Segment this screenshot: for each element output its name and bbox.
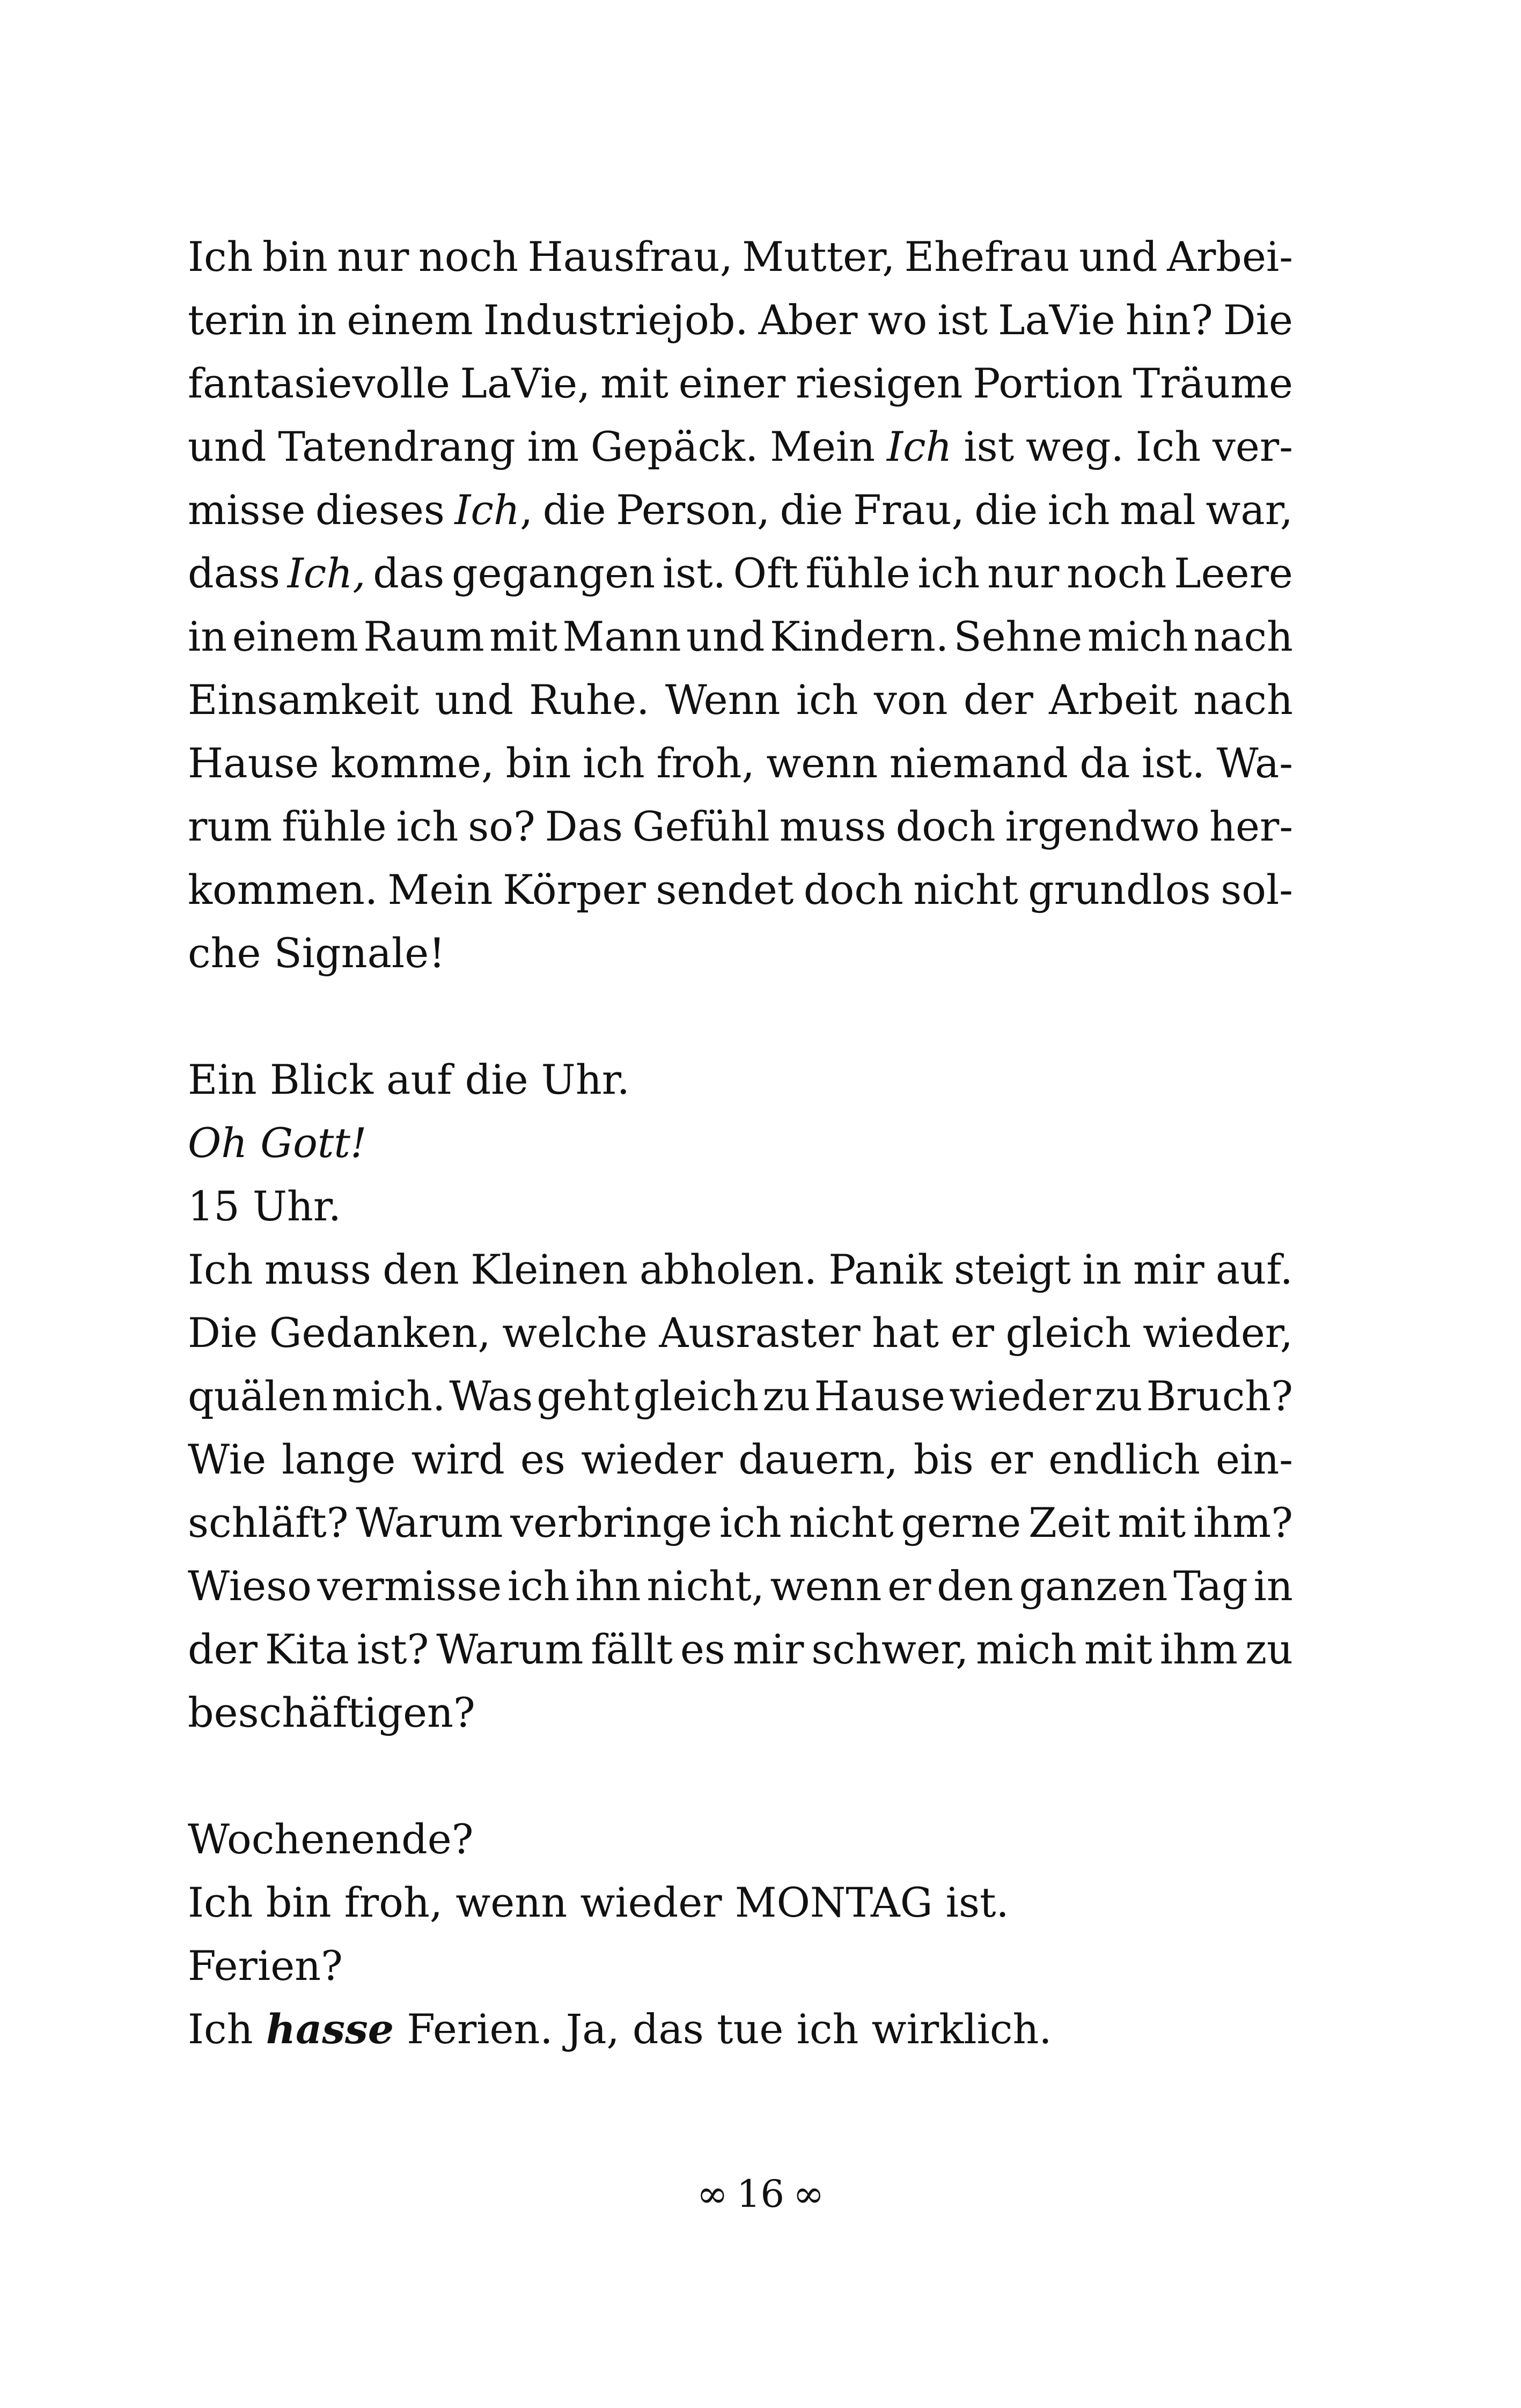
word: Gepäck.: [590, 423, 759, 470]
text-run: Ferien?: [188, 1942, 343, 1990]
word: dieses: [315, 486, 445, 534]
word: die: [542, 486, 606, 534]
word: nur: [987, 549, 1060, 597]
word: irgendwo: [1005, 802, 1200, 850]
word: er: [989, 1435, 1033, 1483]
text-line: [188, 1934, 1293, 1998]
word: nur: [337, 233, 409, 281]
text-line: [188, 1365, 1293, 1428]
word: Hause: [814, 1372, 945, 1420]
word: Hause: [188, 739, 319, 787]
word: Mann: [562, 613, 681, 660]
word: Oft: [733, 549, 798, 597]
text-line: [188, 1618, 1293, 1681]
word: die: [780, 486, 843, 534]
word: quälen: [188, 1372, 328, 1420]
word: Raum: [363, 613, 484, 660]
word: gegangen: [451, 549, 656, 597]
page-body: [188, 225, 1293, 2061]
word: Träume: [1133, 359, 1293, 407]
word: riesigen: [796, 359, 963, 407]
word: wieder: [581, 1435, 723, 1483]
word: verbringe: [510, 1499, 712, 1547]
word: Ruhe.: [529, 676, 650, 724]
word: wird: [411, 1435, 505, 1483]
word: nach: [1193, 613, 1293, 660]
word: nicht: [789, 1499, 894, 1547]
word: in: [1253, 1562, 1293, 1610]
word: Ich: [454, 486, 520, 534]
word: so?: [468, 802, 535, 850]
page-number: 16: [736, 2172, 785, 2216]
text-run: Ich bin froh, wenn wieder MONTAG ist.: [188, 1879, 1009, 1926]
word: mir: [1133, 1246, 1204, 1293]
word: LaVie,: [460, 359, 591, 407]
word: schwer,: [811, 1625, 969, 1673]
word: war,: [1206, 486, 1293, 534]
text-run: Wochenende?: [188, 1815, 474, 1863]
text-line: [188, 289, 1293, 352]
word: Tag: [1173, 1562, 1248, 1610]
infinity-ornament-left: ∞: [696, 2172, 728, 2216]
word: Hausfrau,: [527, 233, 733, 281]
word: und: [686, 613, 765, 660]
word: und: [1079, 233, 1158, 281]
word: in: [188, 613, 227, 660]
text-line: [188, 605, 1293, 668]
text-run: hasse: [266, 2005, 394, 2053]
word: endlich: [1048, 1435, 1200, 1483]
word: muss: [779, 802, 886, 850]
word: Tatendrang: [278, 423, 516, 470]
word: Bruch?: [1146, 1372, 1293, 1420]
word: schläft?: [188, 1499, 349, 1547]
word: froh,: [656, 739, 755, 787]
word: mit: [1084, 1625, 1152, 1673]
word: gleich: [1005, 1309, 1131, 1357]
word: noch: [1067, 549, 1167, 597]
word: fantasievolle: [188, 359, 450, 407]
word: wenn: [770, 1562, 882, 1610]
word: wieder,: [1142, 1309, 1293, 1357]
word: es: [680, 1625, 725, 1673]
text-run: Ferien. Ja, das tue ich wirklich.: [394, 2005, 1052, 2053]
word: den: [383, 1246, 459, 1293]
word: weg.: [1025, 423, 1124, 470]
word: die: [974, 486, 1038, 534]
word: mit: [1118, 1499, 1186, 1547]
text-line: [188, 1871, 1293, 1934]
word: bis: [913, 1435, 974, 1483]
paragraph-gap: [188, 1744, 1293, 1808]
word: welche: [502, 1309, 648, 1357]
word: zu: [762, 1372, 811, 1420]
word: Gefühl: [632, 802, 770, 850]
word: ich: [1047, 486, 1110, 534]
word: mal: [1120, 486, 1196, 534]
word: den: [937, 1562, 1013, 1610]
text-line: [188, 1111, 1293, 1175]
short-lines-1: [188, 1048, 1293, 1238]
word: da: [1079, 739, 1130, 787]
text-line: [188, 1998, 1293, 2061]
text-line: [188, 922, 1293, 985]
word: Ich: [188, 1246, 253, 1293]
word: Ich: [886, 423, 952, 470]
word: Arbei-: [1167, 233, 1293, 281]
word: Wa-: [1216, 739, 1293, 787]
word: auf.: [1216, 1246, 1293, 1293]
text-line: [188, 478, 1293, 542]
word: ist: [937, 296, 988, 344]
word: dauern,: [738, 1435, 898, 1483]
word: das: [373, 549, 445, 597]
word: fällt: [591, 1625, 673, 1673]
word: in: [297, 296, 337, 344]
word: der: [963, 676, 1033, 724]
text-line: [188, 1808, 1293, 1871]
word: der: [188, 1625, 258, 1673]
word: im: [527, 423, 579, 470]
word: Warum: [436, 1625, 584, 1673]
word: Mein: [770, 423, 876, 470]
page-footer: [0, 2170, 1521, 2218]
word: ver-: [1213, 423, 1293, 470]
text-line: [188, 352, 1293, 415]
word: zu: [1094, 1372, 1143, 1420]
word: ist: [964, 423, 1015, 470]
word: mir: [732, 1625, 804, 1673]
text-run: Ein Blick auf die Uhr.: [188, 1056, 630, 1103]
word: in: [1082, 1246, 1122, 1293]
word: Frau,: [853, 486, 965, 534]
word: zu: [1245, 1625, 1293, 1673]
word: Ich: [188, 233, 253, 281]
text-line: [188, 1428, 1293, 1491]
word: einer: [678, 359, 786, 407]
word: Wenn: [665, 676, 781, 724]
word: Industriejob.: [483, 296, 748, 344]
word: ist.: [1141, 739, 1205, 787]
word: nicht,: [646, 1562, 765, 1610]
word: Mutter,: [742, 233, 895, 281]
word: rum: [188, 802, 273, 850]
word: nicht: [913, 866, 1018, 914]
text-run: Oh Gott!: [188, 1119, 367, 1167]
word: niemand: [889, 739, 1068, 787]
word: hat: [872, 1309, 939, 1357]
word: Aber: [758, 296, 858, 344]
word: Kleinen: [471, 1246, 628, 1293]
text-line: [188, 1175, 1293, 1238]
word: und: [435, 676, 513, 724]
word: geht: [537, 1372, 630, 1420]
word: Sehne: [953, 613, 1083, 660]
word: einem: [347, 296, 473, 344]
word: ich: [507, 1562, 570, 1610]
text-line: [188, 1048, 1293, 1111]
word: Das: [545, 802, 623, 850]
punctuation: ,: [519, 486, 533, 534]
word: nach: [1193, 676, 1293, 724]
word: ich: [796, 676, 858, 724]
word: hin?: [1125, 296, 1213, 344]
word: wenn: [766, 739, 878, 787]
word: LaVie: [998, 296, 1115, 344]
word: misse: [188, 486, 306, 534]
word: Ich,: [287, 549, 366, 597]
word: bin: [262, 233, 328, 281]
word: Warum: [356, 1499, 503, 1547]
word: einem: [232, 613, 358, 660]
word: Gedanken,: [269, 1309, 491, 1357]
word: Ich: [1135, 423, 1201, 470]
word: sendet: [656, 866, 794, 914]
word: Wieso: [188, 1562, 312, 1610]
word: Mein: [387, 866, 493, 914]
word: Die: [188, 1309, 258, 1357]
text-line: [188, 858, 1293, 922]
text-line: [188, 668, 1293, 732]
word: Was: [449, 1372, 533, 1420]
paragraph-gap: [188, 985, 1293, 1048]
word: doch: [803, 866, 903, 914]
word: Person,: [616, 486, 770, 534]
paragraph-1: [188, 225, 1293, 985]
text-line: [188, 1238, 1293, 1301]
word: mich.: [332, 1372, 446, 1420]
word: und: [188, 423, 267, 470]
word: dass: [188, 549, 280, 597]
word: mit: [489, 613, 558, 660]
word: kommen.: [188, 866, 378, 914]
word: Arbeit: [1049, 676, 1178, 724]
text-run: 15 Uhr.: [188, 1182, 342, 1230]
word: terin: [188, 296, 288, 344]
word: wieder: [949, 1372, 1091, 1420]
word: mich: [1087, 613, 1188, 660]
word: grundlos: [1028, 866, 1211, 914]
word: steigt: [953, 1246, 1071, 1293]
word: Wie: [188, 1435, 267, 1483]
word: er: [887, 1562, 931, 1610]
word: che Signale!: [188, 929, 445, 977]
word: mit: [600, 359, 668, 407]
word: Panik: [828, 1246, 943, 1293]
word: Ehefrau: [904, 233, 1070, 281]
text-line: [188, 1301, 1293, 1365]
text-line: [188, 1491, 1293, 1555]
text-run: Ich: [188, 2005, 266, 2053]
word: doch: [895, 802, 996, 850]
word: noch: [418, 233, 519, 281]
word: ist?: [356, 1625, 429, 1673]
word: muss: [264, 1246, 371, 1293]
word: vermisse: [317, 1562, 502, 1610]
text-line: [188, 542, 1293, 605]
word: Einsamkeit: [188, 676, 419, 724]
word: ein-: [1216, 1435, 1293, 1483]
word: ist.: [662, 549, 726, 597]
text-line: [188, 1555, 1293, 1618]
infinity-ornament-right: ∞: [793, 2172, 825, 2216]
word: von: [873, 676, 948, 724]
word: wo: [868, 296, 928, 344]
word: ich: [583, 739, 645, 787]
word: ganzen: [1019, 1562, 1168, 1610]
text-line: [188, 1681, 1293, 1744]
word: ihn: [575, 1562, 641, 1610]
word: sol-: [1221, 866, 1293, 914]
word: ich: [396, 802, 459, 850]
word: abholen.: [639, 1246, 817, 1293]
word: gerne: [901, 1499, 1022, 1547]
word: ihm?: [1193, 1499, 1293, 1547]
word: Zeit: [1028, 1499, 1111, 1547]
text-line: [188, 225, 1293, 289]
word: Leere: [1174, 549, 1293, 597]
word: gleich: [633, 1372, 759, 1420]
word: Portion: [973, 359, 1123, 407]
word: beschäftigen?: [188, 1689, 475, 1736]
word: Ausraster: [659, 1309, 861, 1357]
word: komme,: [330, 739, 495, 787]
word: Kita: [264, 1625, 349, 1673]
word: ihm: [1159, 1625, 1238, 1673]
word: er: [950, 1309, 994, 1357]
word: es: [520, 1435, 565, 1483]
word: ich: [917, 549, 980, 597]
short-lines-2: [188, 1808, 1293, 2061]
word: lange: [282, 1435, 396, 1483]
word: Körper: [503, 866, 646, 914]
word: Kindern.: [769, 613, 949, 660]
word: ich: [719, 1499, 782, 1547]
word-group: [454, 478, 533, 542]
text-line: [188, 732, 1293, 795]
text-line: [188, 415, 1293, 478]
word: bin: [505, 739, 571, 787]
word: fühle: [282, 802, 387, 850]
word: fühle: [805, 549, 910, 597]
word: her-: [1209, 802, 1293, 850]
text-line: [188, 795, 1293, 858]
word: Die: [1223, 296, 1293, 344]
paragraph-2: [188, 1238, 1293, 1744]
word: mich: [976, 1625, 1077, 1673]
